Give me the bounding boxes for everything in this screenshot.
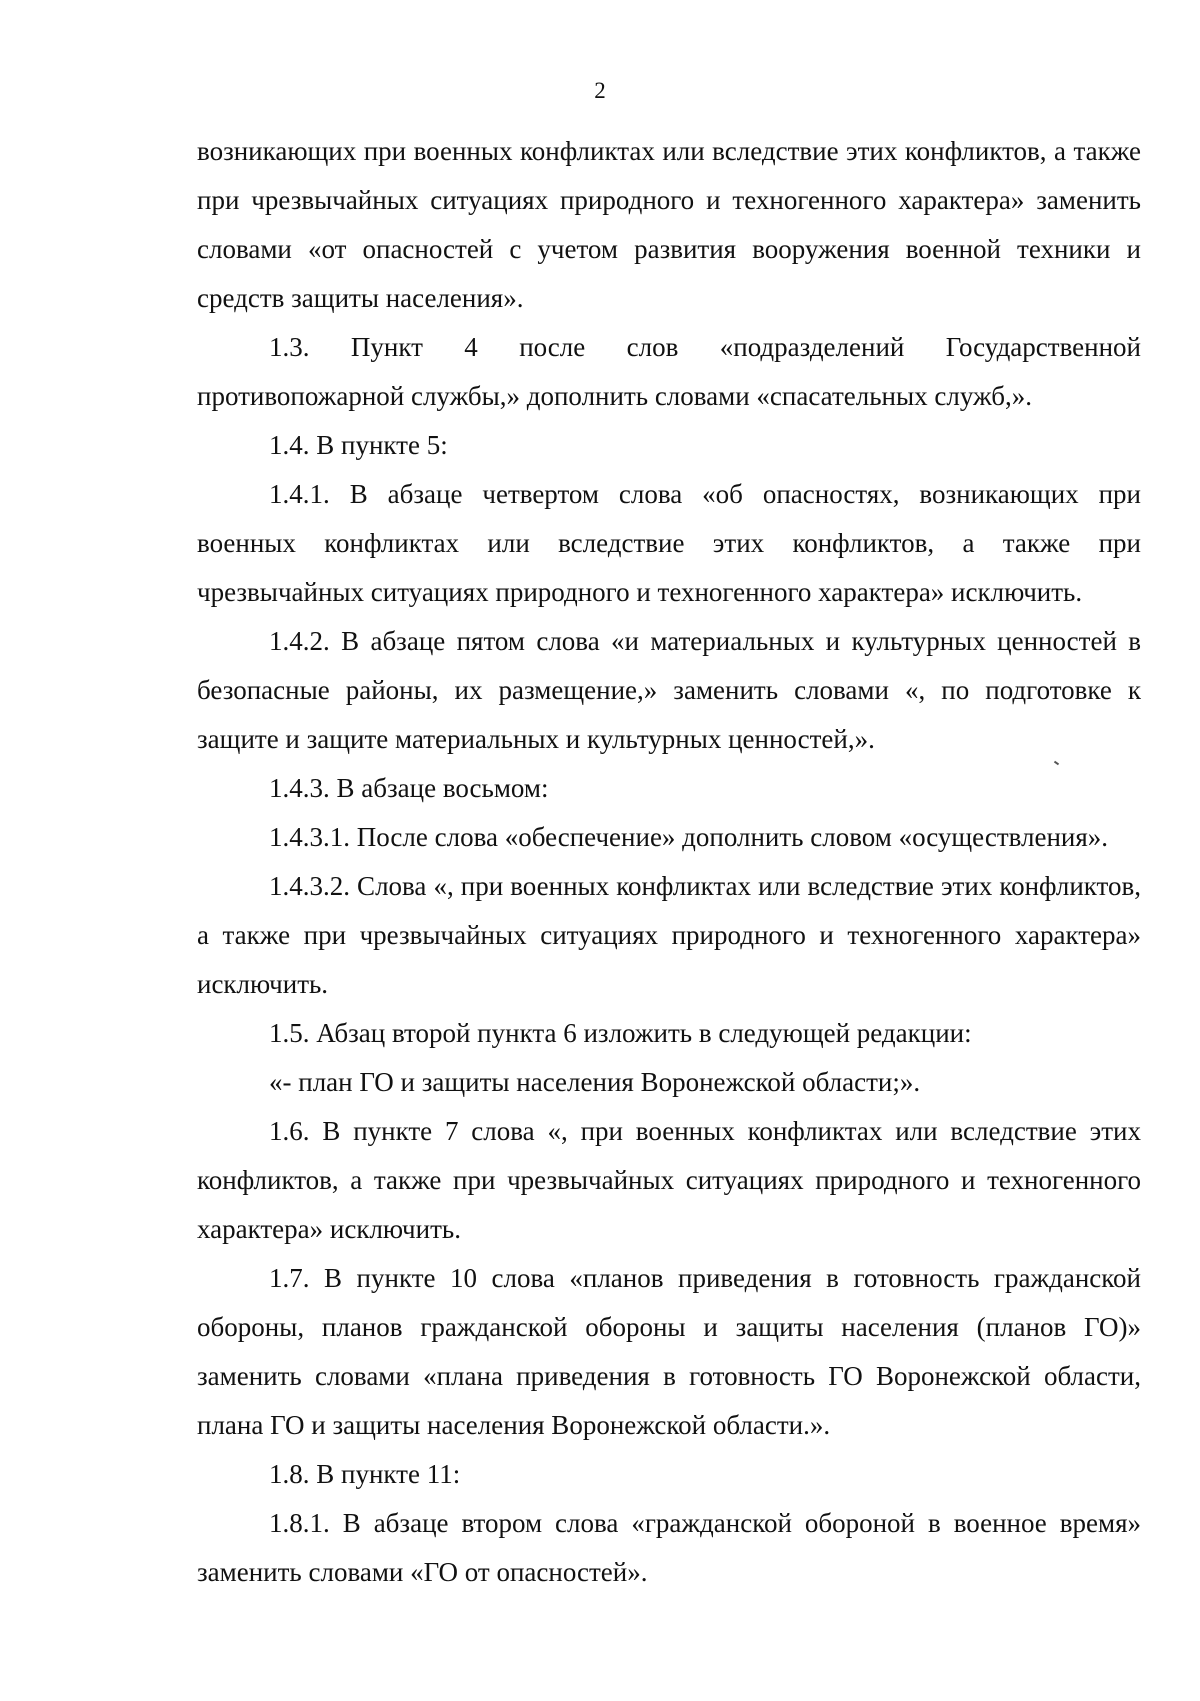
paragraph-1-4-3-2: 1.4.3.2. Слова «, при военных конфликтах или вследствие этих конфликтов, а также при чрезвычайных ситуациях природного и техногенного характера» исключить. [197,871,1141,999]
document-body [197,127,1141,1597]
paragraph-1-5: 1.5. Абзац второй пункта 6 изложить в следующей редакции: [269,1018,972,1048]
paragraph-1-8: 1.8. В пункте 11: [269,1459,461,1489]
paragraph-1-5-quote: «- план ГО и защиты населения Воронежской области;». [269,1067,921,1097]
paragraph-1-4-2: 1.4.2. В абзаце пятом слова «и материальных и культурных ценностей в безопасные районы, их размещение,» заменить словами «, по подготовке к защите и защите материальных и культурных ценностей,». [197,626,1141,754]
paragraph-1-6: 1.6. В пункте 7 слова «, при военных конфликтах или вследствие этих конфликтов, а также при чрезвычайных ситуациях природного и техногенного характера» исключить. [197,1116,1141,1244]
paragraph-1-4-1: 1.4.1. В абзаце четвертом слова «об опасностях, возникающих при военных конфликтах или вследствие этих конфликтов, а также при чрезвычайных ситуациях природного и техногенного характера» исключить. [197,479,1141,607]
paragraph-1-8-1: 1.8.1. В абзаце втором слова «гражданской обороной в военное время» заменить словами «ГО от опасностей». [197,1508,1141,1587]
paragraph-1-4-3-1: 1.4.3.1. После слова «обеспечение» дополнить словом «осуществления». [269,822,1109,852]
paragraph-1-7: 1.7. В пункте 10 слова «планов приведения в готовность гражданской обороны, планов гражданской обороны и защиты населения (планов ГО)» заменить словами «плана приведения в готовность ГО Воронежской области, плана ГО и защиты населения Воронежской области.». [197,1263,1141,1440]
page-number: 2 [594,78,606,103]
paragraph-1-4: 1.4. В пункте 5: [269,430,448,460]
paragraph-1-4-3: 1.4.3. В абзаце восьмом: [269,773,549,803]
paragraph-continuation: возникающих при военных конфликтах или вследствие этих конфликтов, а также при чрезвычайных ситуациях природного и техногенного характера» заменить словами «от опасностей с учетом развития вооружения военной техники и средств защиты населения». [197,136,1141,313]
paragraph-1-3: 1.3. Пункт 4 после слов «подразделений Государственной противопожарной службы,» дополнить словами «спасательных служб,». [197,332,1141,411]
